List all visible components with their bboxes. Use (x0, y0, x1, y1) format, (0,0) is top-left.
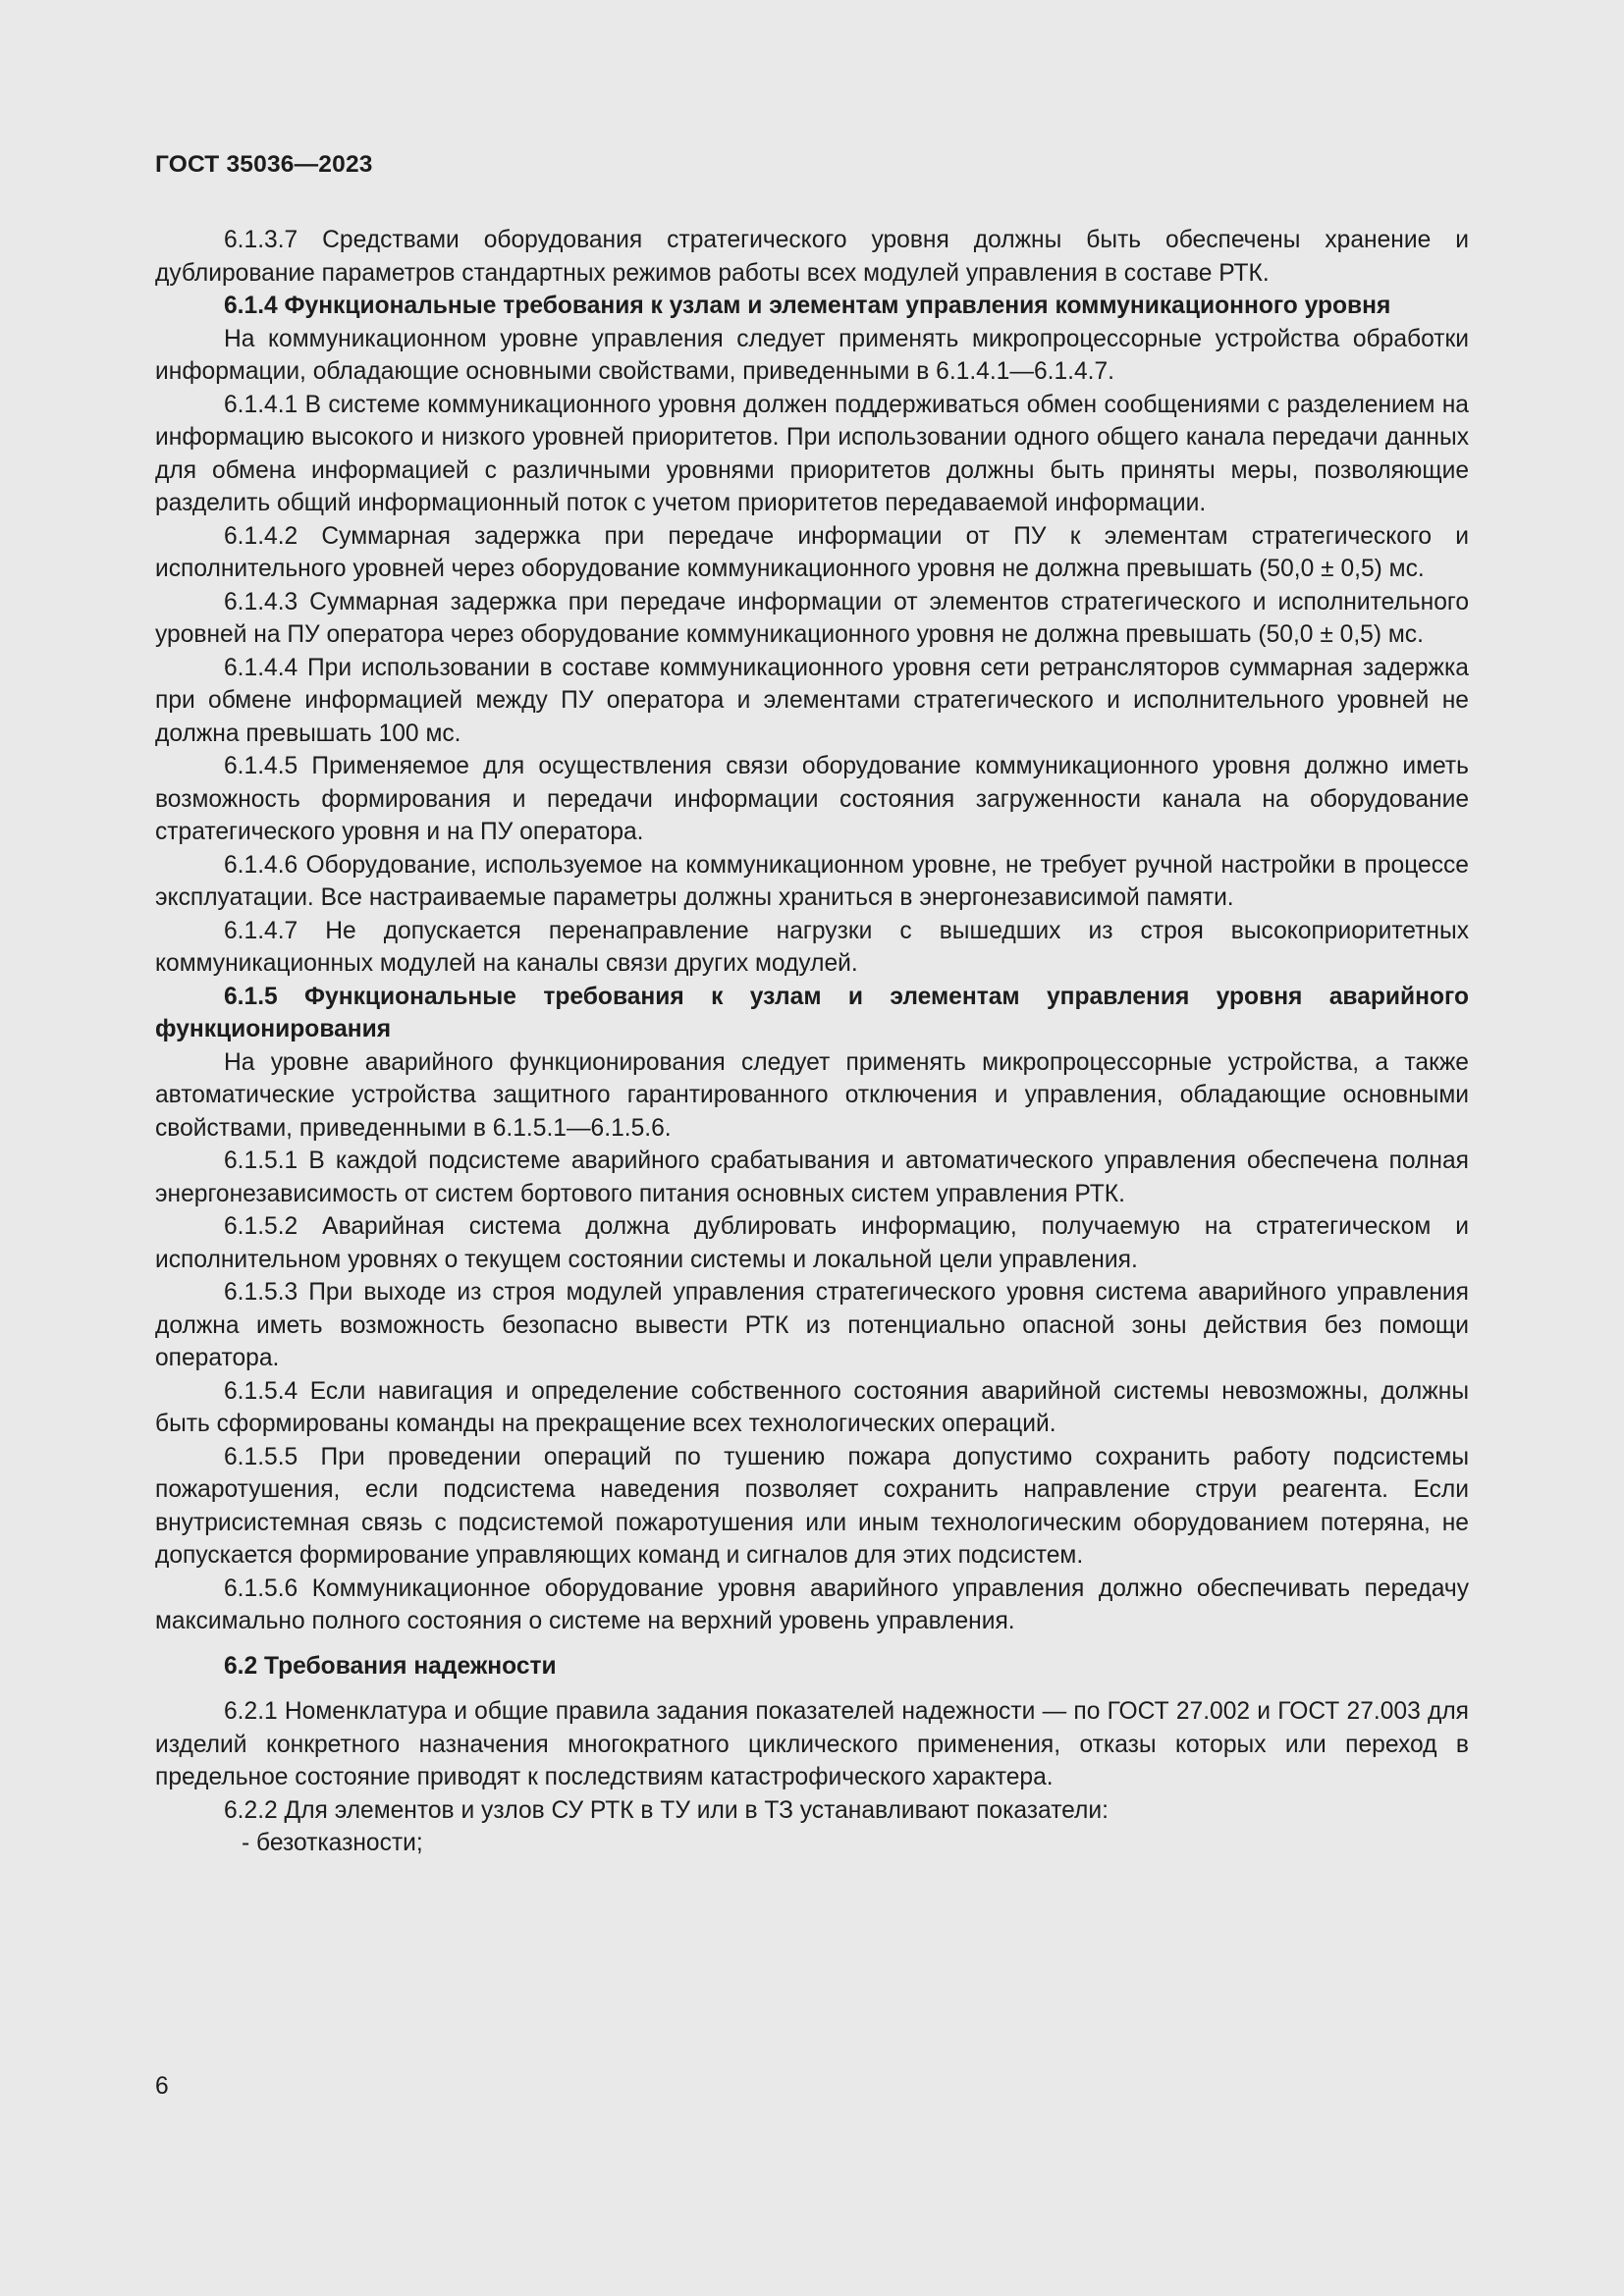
paragraph-6-1-4-4: 6.1.4.4 При использовании в составе коммуникационного уровня сети ретрансляторов суммарная задержка при обмене информацией между ПУ оператора и элементами стратегического и исполнительного уровней не должна превышать 100 мс. (155, 654, 1469, 747)
paragraph-6-2-2: 6.2.2 Для элементов и узлов СУ РТК в ТУ или в ТЗ устанавливают показатели: (224, 1796, 1109, 1824)
paragraph-6-1-5-1: 6.1.5.1 В каждой подсистеме аварийного срабатывания и автоматического управления обеспечена полная энергонезависимость от систем бортового питания основных систем управления РТК. (155, 1148, 1469, 1207)
paragraph-6-2-1: 6.2.1 Номенклатура и общие правила задания показателей надежности — по ГОСТ 27.002 и ГОСТ 27.003 для изделий конкретного назначения многократного циклического применения, отказы которых или переход в предельное состояние приводят к последствиям катастрофического характера. (155, 1698, 1469, 1790)
document-header: ГОСТ 35036—2023 (155, 151, 373, 178)
paragraph-6-1-4-2: 6.1.4.2 Суммарная задержка при передаче информации от ПУ к элементам стратегического и исполнительного уровней через оборудование коммуникационного уровня не должна превышать (50,0 ± 0,5) мс. (155, 522, 1469, 582)
paragraph-6-1-4-intro: На коммуникационном уровне управления следует применять микропроцессорные устройства обработки информации, обладающие основными свойствами, приведенными в 6.1.4.1—6.1.4.7. (155, 325, 1469, 385)
page-body (155, 224, 1469, 1860)
list-item-reliability: - безотказности; (242, 1830, 423, 1856)
paragraph-6-1-4-5: 6.1.4.5 Применяемое для осуществления связи оборудование коммуникационного уровня должно иметь возможность формирования и передачи информации состояния загруженности канала на оборудование стратегического уровня и на ПУ оператора. (155, 753, 1469, 845)
section-heading-6-2: 6.2 Требования надежности (224, 1652, 557, 1680)
paragraph-6-1-5-6: 6.1.5.6 Коммуникационное оборудование уровня аварийного управления должно обеспечивать передачу максимально полного состояния о системе на верхний уровень управления. (155, 1575, 1469, 1634)
paragraph-6-1-4-3: 6.1.4.3 Суммарная задержка при передаче информации от элементов стратегического и исполнительного уровней на ПУ оператора через оборудование коммуникационного уровня не должна превышать (50,0 ± 0,5) мс. (155, 588, 1469, 648)
page-number: 6 (155, 2073, 169, 2100)
paragraph-6-1-4-6: 6.1.4.6 Оборудование, используемое на коммуникационном уровне, не требует ручной настройки в процессе эксплуатации. Все настраиваемые параметры должны храниться в энергонезависимой памяти. (155, 851, 1469, 911)
paragraph-6-1-5-intro: На уровне аварийного функционирования следует применять микропроцессорные устройства, а также автоматические устройства защитного гарантированного отключения и управления, обладающие основными свойствами, приведенными в 6.1.5.1—6.1.5.6. (155, 1048, 1469, 1142)
paragraph-6-1-4-1: 6.1.4.1 В системе коммуникационного уровня должен поддерживаться обмен сообщениями с разделением на информацию высокого и низкого уровней приоритетов. При использовании одного общего канала передачи данных для обмена информацией с различными уровнями приоритетов должны быть приняты меры, позволяющие разделить общий информационный поток с учетом приоритетов передаваемой информации. (155, 391, 1469, 516)
section-heading-6-1-4: 6.1.4 Функциональные требования к узлам и элементам управления коммуникационного уровня (224, 293, 1391, 319)
paragraph-6-1-5-3: 6.1.5.3 При выходе из строя модулей управления стратегического уровня система аварийного управления должна иметь возможность безопасно вывести РТК из потенциально опасной зоны действия без помощи оператора. (155, 1279, 1469, 1371)
paragraph-6-1-5-4: 6.1.5.4 Если навигация и определение собственного состояния аварийной системы невозможны, должны быть сформированы команды на прекращение всех технологических операций. (155, 1377, 1469, 1437)
paragraph-6-1-5-5: 6.1.5.5 При проведении операций по тушению пожара допустимо сохранить работу подсистемы пожаротушения, если подсистема наведения позволяет сохранить направление струи реагента. Если внутрисистемная связь с подсистемой пожаротушения или иным технологическим оборудованием потеряна, не допускается формирование управляющих команд и сигналов для этих подсистем. (155, 1443, 1469, 1569)
paragraph-6-1-4-7: 6.1.4.7 Не допускается перенаправление нагрузки с вышедших из строя высокоприоритетных коммуникационных модулей на каналы связи других модулей. (155, 917, 1469, 977)
section-heading-6-1-5: 6.1.5 Функциональные требования к узлам и элементам управления уровня аварийного функционирования (155, 983, 1469, 1042)
paragraph-6-1-5-2: 6.1.5.2 Аварийная система должна дублировать информацию, получаемую на стратегическом и исполнительном уровнях о текущем состоянии системы и локальной цели управления. (155, 1213, 1469, 1273)
paragraph-6-1-3-7: 6.1.3.7 Средствами оборудования стратегического уровня должны быть обеспечены хранение и дублирование параметров стандартных режимов работы всех модулей управления в составе РТК. (155, 227, 1469, 287)
